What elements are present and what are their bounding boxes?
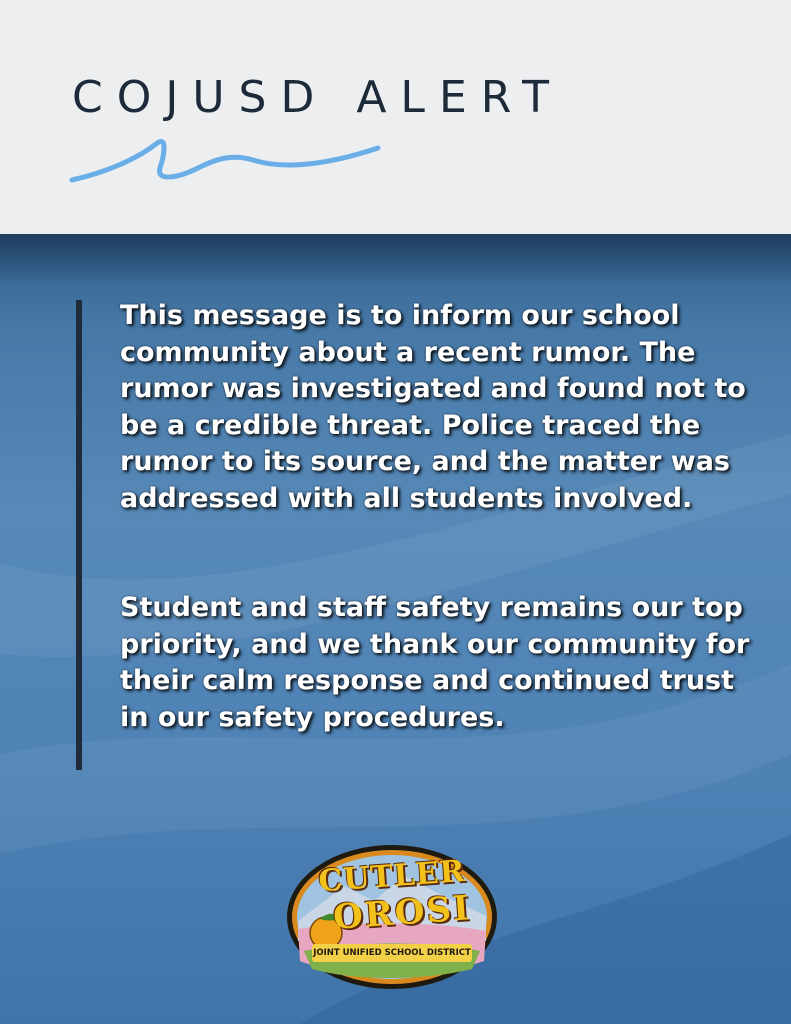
page-title: COJUSD ALERT — [72, 72, 563, 123]
alert-header — [0, 0, 791, 234]
logo-text-cutler: CUTLER — [317, 853, 467, 900]
accent-bar — [76, 300, 82, 770]
message-paragraph-2: Student and staff safety remains our top priority, and we thank our community for their calm response and continued trust in our safety procedures. — [120, 592, 750, 733]
logo-text-district: JOINT UNIFIED SCHOOL DISTRICT — [312, 944, 472, 962]
message-paragraph-1: This message is to inform our school community about a recent rumor. The rumor was investigated and found not to be a credible threat. Police traced the rumor to its source, and the matter was addressed with all students involved. — [120, 300, 746, 514]
district-logo — [284, 841, 500, 993]
message-panel — [0, 234, 791, 1024]
header-shadow — [0, 234, 791, 284]
logo-text-orosi: OROSI — [331, 888, 473, 938]
wave-decoration — [68, 128, 388, 188]
